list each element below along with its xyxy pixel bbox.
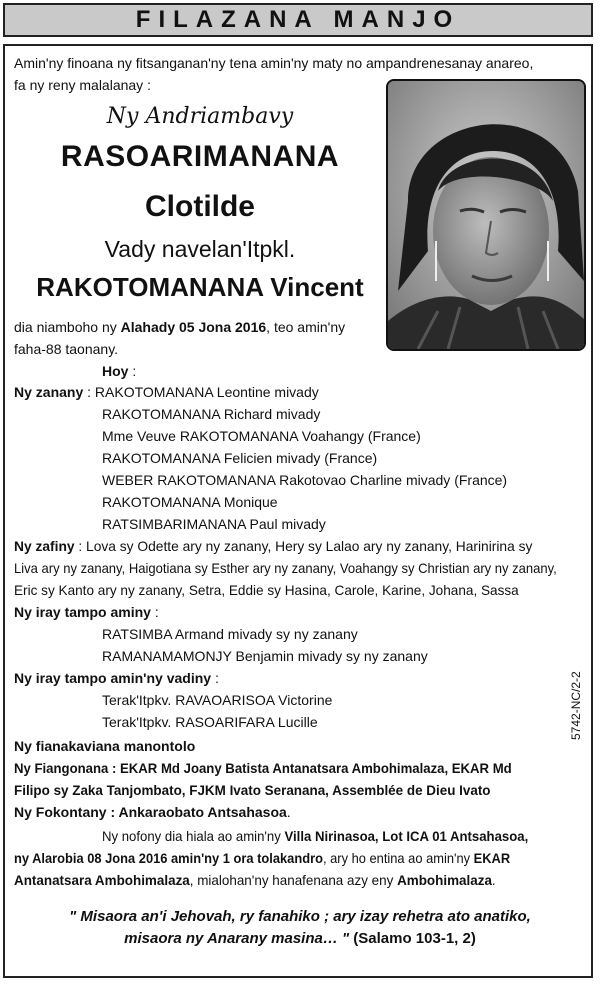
grandchildren-label: Ny zafiny: [14, 538, 75, 554]
deceased-given-name: Clotilde: [145, 190, 255, 223]
siblings-label: Ny iray tampo aminy: [14, 604, 151, 620]
child-item: Mme Veuve RAKOTOMANANA Voahangy (France): [102, 428, 421, 444]
church-line-2: Filipo sy Zaka Tanjombato, FJKM Ivato Seranana, Assemblée de Dieu Ivato: [14, 782, 491, 798]
grandchildren-text: : Lova sy Odette ary ny zanany, Hery sy Lalao ary ny zanany, Harinirina sy: [74, 538, 533, 554]
grandchildren-line-1: [14, 535, 532, 557]
fokontany-line: [14, 801, 291, 823]
sibling-item: RATSIMBA Armand mivady sy ny zanany: [102, 626, 358, 642]
husband-name: RAKOTOMANANA Vincent: [36, 272, 364, 302]
child-item: RATSIMBARIMANANA Paul mivady: [102, 516, 326, 532]
husband-sibling-item: Terak'Itpkv. RASOARIFARA Lucille: [102, 714, 318, 730]
child-item: RAKOTOMANANA Felicien mivady (France): [102, 450, 378, 466]
child-item: RAKOTOMANANA Monique: [102, 494, 278, 510]
funeral-line-3: [14, 869, 496, 891]
hoy-line: [102, 360, 136, 382]
child-item: WEBER RAKOTOMANANA Rakotovao Charline mivady (France): [102, 472, 508, 488]
family-line: Ny fianakaviana manontolo: [14, 738, 196, 754]
child-item: RAKOTOMANANA Leontine mivady: [94, 384, 319, 400]
grandchildren-line-2: Liva ary ny zanany, Haigotiana sy Esther ary ny zanany, Voahangy sy Christian ary ny zanany,: [14, 560, 557, 576]
funeral-church-place: Antanatsara Ambohimalaza: [14, 872, 190, 888]
intro-line-1: Amin'ny finoana ny fitsanganan'ny tena amin'ny maty no ampandrenesanay anareo,: [14, 55, 534, 71]
husband-siblings-label: Ny iray tampo amin'ny vadiny: [14, 670, 212, 686]
widow-of: Vady navelan'Itpkl.: [104, 236, 296, 262]
funeral-pre: Ny nofony dia hiala ao amin'ny: [102, 828, 285, 844]
portrait-photo: [386, 79, 586, 351]
death-post: , teo amin'ny: [266, 319, 346, 335]
death-line: [14, 316, 345, 338]
siblings-heading: [14, 601, 159, 623]
funeral-place: Villa Nirinasoa, Lot ICA 01 Antsahasoa,: [284, 828, 529, 844]
reference-code: 5742-NC/2-2: [569, 671, 583, 740]
funeral-end: .: [491, 872, 496, 888]
funeral-date: ny Alarobia 08 Jona 2016 amin'ny 1 ora tolakandro: [14, 850, 323, 866]
hoy-colon: :: [128, 363, 137, 379]
children-label: Ny zanany: [14, 384, 84, 400]
husband-siblings-heading: [14, 667, 219, 689]
husband-sibling-item: Terak'Itpkv. RAVAOARISOA Victorine: [102, 692, 333, 708]
verse-line-1: " Misaora an'i Jehovah, ry fanahiko ; ary izay rehetra ato anatiko,: [69, 908, 531, 925]
notice-header: FILAZANA MANJO: [3, 3, 593, 37]
funeral-line-2: [14, 847, 510, 869]
deceased-surname: RASOARIMANANA: [60, 140, 340, 173]
funeral-church: EKAR: [473, 850, 511, 866]
death-date: Alahady 05 Jona 2016: [120, 319, 267, 335]
death-pre: dia niamboho ny: [14, 319, 121, 335]
funeral-mid: , ary ho entina ao amin'ny: [322, 850, 474, 866]
intro-line-2: fa ny reny malalanay :: [14, 77, 151, 93]
grandchildren-line-3: Eric sy Kanto ary ny zanany, Setra, Eddie sy Hasina, Carole, Karine, Johana, Sassa: [14, 582, 519, 598]
church-line-1: Ny Fiangonana : EKAR Md Joany Batista Antanatsara Ambohimalaza, EKAR Md: [14, 760, 512, 776]
honorific: Ny Andriambavy: [106, 104, 294, 129]
child-item: RAKOTOMANANA Richard mivady: [102, 406, 321, 422]
verse-text: misaora ny Anarany masina… ": [124, 930, 350, 947]
funeral-burial-place: Ambohimalaza: [397, 872, 492, 888]
fokontany-dot: .: [286, 804, 291, 820]
verse-line-2: [10, 928, 590, 950]
funeral-burial: , mialohan'ny hanafenana azy eny: [189, 872, 398, 888]
siblings-colon: :: [150, 604, 159, 620]
hoy-label: Hoy: [102, 363, 129, 379]
husband-siblings-colon: :: [211, 670, 219, 686]
portrait-image: [388, 81, 584, 349]
fokontany-label: Ny Fokontany : Ankaraobato Antsahasoa: [14, 804, 287, 820]
death-age: faha-88 taonany.: [14, 341, 119, 357]
children-colon: :: [83, 384, 95, 400]
funeral-line-1: [102, 825, 528, 847]
verse-ref: (Salamo 103-1, 2): [349, 930, 476, 947]
sibling-item: RAMANAMAMONJY Benjamin mivady sy ny zanany: [102, 648, 428, 664]
children-first: [14, 381, 319, 403]
